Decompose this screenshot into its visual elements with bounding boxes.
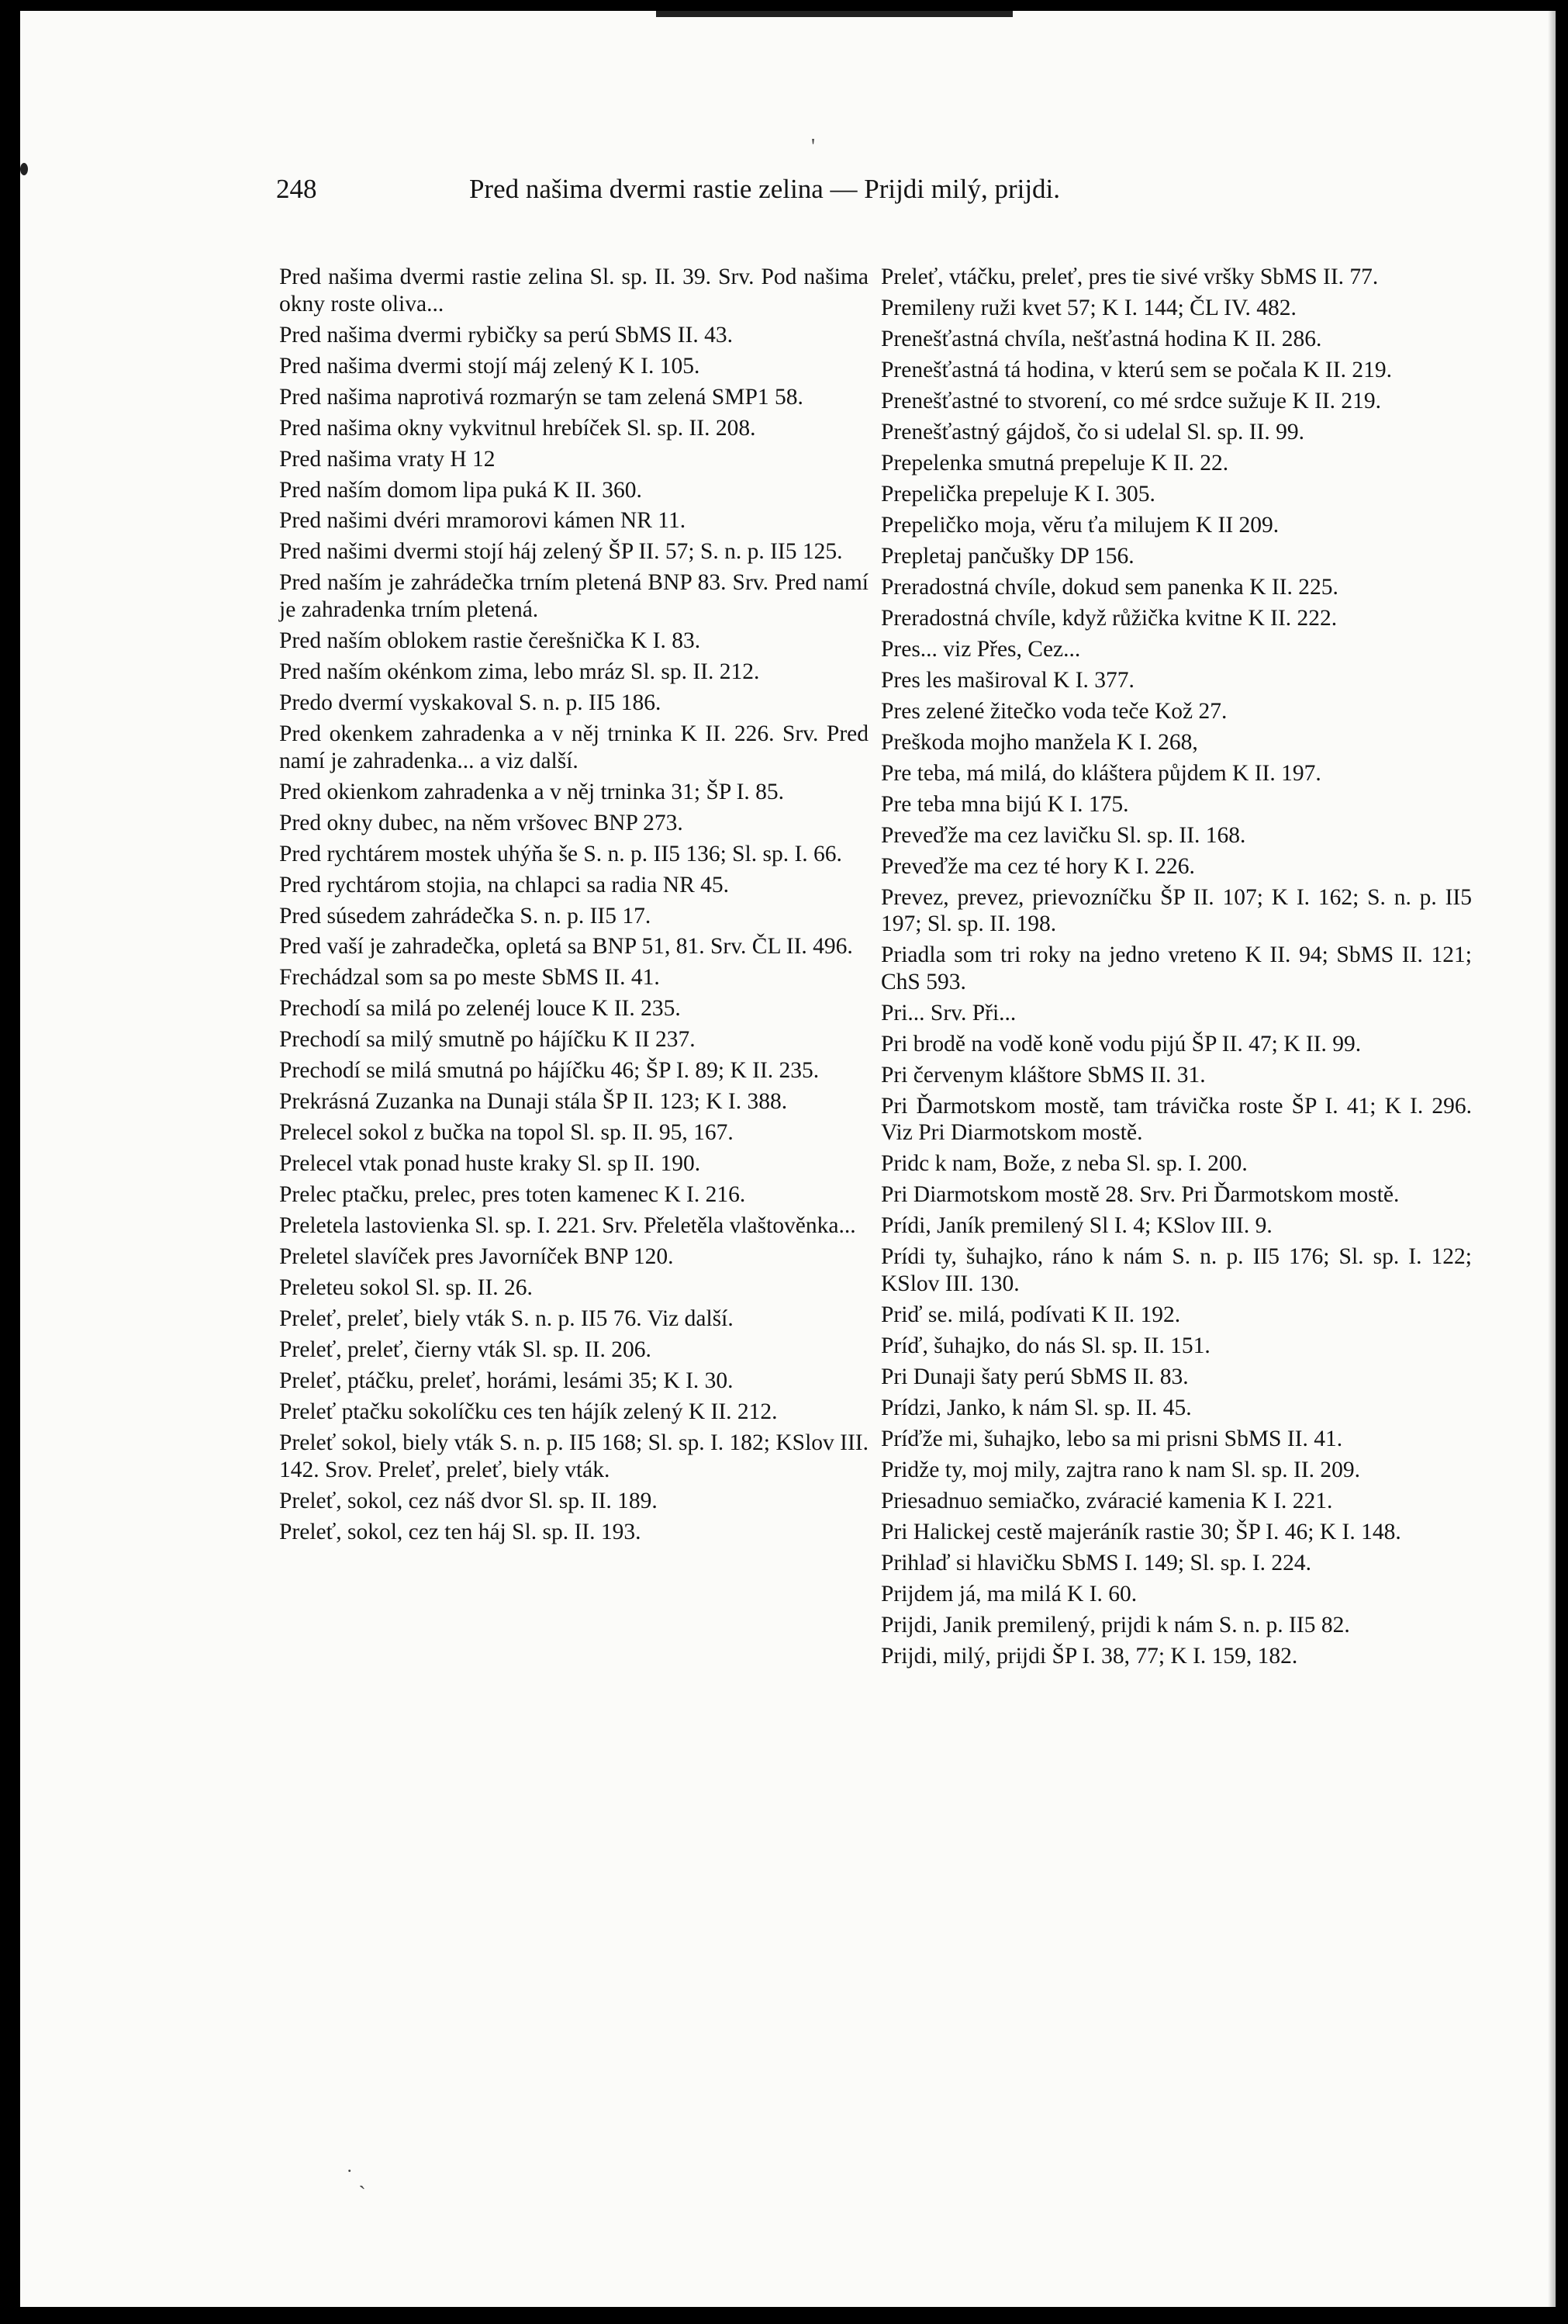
index-entry: Prijdi, milý, prijdi ŠP I. 38, 77; K I. 159, 182. bbox=[881, 1643, 1298, 1669]
index-entry: Pred našima naprotivá rozmarýn se tam zelená SMP1 58. bbox=[279, 384, 803, 410]
index-entry: Pridc k nam, Bože, z neba Sl. sp. I. 200. bbox=[881, 1151, 1248, 1177]
index-entry: Pred súsedem zahrádečka S. n. p. II5 17. bbox=[279, 903, 651, 929]
index-entry: Pres... viz Přes, Cez... bbox=[881, 636, 1081, 662]
index-entry: Premileny ruži kvet 57; K I. 144; ČL IV. 482. bbox=[881, 295, 1297, 320]
index-entry: Pred okenkem zahradenka a v něj trninka K II. 226. Srv. Pred namí je zahradenka... a viz další. bbox=[279, 721, 869, 773]
index-entry: Pri červenym kláštore SbMS II. 31. bbox=[881, 1062, 1206, 1088]
index-entry: Prijdi, Janik premilený, prijdi k nám S. n. p. II5 82. bbox=[881, 1612, 1350, 1638]
index-entry: Prídi ty, šuhajko, ráno k nám S. n. p. II5 176; Sl. sp. I. 122; KSlov III. 130. bbox=[881, 1244, 1472, 1296]
index-entry: Priď se. milá, podívati K II. 192. bbox=[881, 1302, 1181, 1327]
index-entry: Preleť, preleť, čierny vták Sl. sp. II. 206. bbox=[279, 1337, 651, 1363]
index-entry: Frechádzal som sa po meste SbMS II. 41. bbox=[279, 965, 660, 991]
index-entry: Preleteu sokol Sl. sp. II. 26. bbox=[279, 1275, 533, 1301]
index-entry: Pred naším oblokem rastie čerešnička K I. 83. bbox=[279, 628, 701, 654]
index-entry: Prechodí se milá smutná po hájíčku 46; ŠP I. 89; K II. 235. bbox=[279, 1058, 820, 1084]
scanned-page bbox=[20, 11, 1556, 2307]
index-entry: Preleť, ptáčku, preleť, horámi, lesámi 35; K I. 30. bbox=[279, 1368, 734, 1394]
left-column bbox=[279, 264, 869, 1550]
page-number: 248 bbox=[276, 174, 317, 204]
index-entry: Prenešťastné to stvorení, co mé srdce sužuje K II. 219. bbox=[881, 388, 1382, 413]
index-entry: Pred našimi dvermi stojí háj zelený ŠP II. 57; S. n. p. II5 125. bbox=[279, 539, 843, 565]
index-entry: Prenešťastná tá hodina, v kterú sem se počala K II. 219. bbox=[881, 357, 1392, 382]
index-entry: Prelec ptačku, prelec, pres toten kamenec K I. 216. bbox=[279, 1182, 746, 1208]
index-entry: Prídzi, Janko, k nám Sl. sp. II. 45. bbox=[881, 1395, 1192, 1420]
index-entry: Preveďže ma cez lavičku Sl. sp. II. 168. bbox=[881, 822, 1246, 848]
index-entry: Preleť sokol, biely vták S. n. p. II5 168; Sl. sp. I. 182; KSlov III. 142. Srov. Preleť, preleť, biely vták. bbox=[279, 1430, 869, 1482]
index-entry: Pred našima vraty H 12 bbox=[279, 446, 496, 472]
running-head bbox=[276, 174, 1253, 213]
index-entry: Pridže ty, moj mily, zajtra rano k nam Sl. sp. II. 209. bbox=[881, 1457, 1361, 1482]
index-entry: Preletela lastovienka Sl. sp. I. 221. Srv. Přeletěla vlaštověnka... bbox=[279, 1213, 856, 1239]
index-entry: Prenešťastná chvíla, nešťastná hodina K II. 286. bbox=[881, 326, 1322, 351]
index-entry: Pred vaší je zahradečka, opletá sa BNP 51, 81. Srv. ČL II. 496. bbox=[279, 934, 853, 960]
index-entry: Prijdem já, ma milá K I. 60. bbox=[881, 1581, 1138, 1606]
index-entry: Pred naším domom lipa puká K II. 360. bbox=[279, 477, 642, 503]
stray-mark: ' bbox=[811, 135, 816, 159]
index-entry: Pred našima dvermi rybičky sa perú SbMS II. 43. bbox=[279, 322, 733, 348]
index-entry: Prevez, prevez, prievozníčku ŠP II. 107; K I. 162; S. n. p. II5 197; Sl. sp. II. 198. bbox=[881, 884, 1472, 937]
top-edge-mark bbox=[656, 11, 1013, 17]
index-entry: Prepletaj pančušky DP 156. bbox=[881, 543, 1135, 569]
index-entry: Pred rychtárom stojia, na chlapci sa radia NR 45. bbox=[279, 872, 729, 897]
index-entry: Preškoda mojho manžela K I. 268, bbox=[881, 729, 1198, 755]
index-entry: Príď, šuhajko, do nás Sl. sp. II. 151. bbox=[881, 1333, 1211, 1358]
index-entry: Pres zelené žitečko voda teče Kož 27. bbox=[881, 698, 1228, 724]
index-entry: Prídi, Janík premilený Sl I. 4; KSlov III. 9. bbox=[881, 1213, 1273, 1239]
index-entry: Pri Halickej cestě majeráník rastie 30; ŠP I. 46; K I. 148. bbox=[881, 1519, 1401, 1544]
margin-dot bbox=[20, 163, 28, 175]
index-entry: Priesadnuo semiačko, zváracié kamenia K I. 221. bbox=[881, 1488, 1333, 1513]
index-entry: Preleť ptačku sokolíčku ces ten hájík zelený K II. 212. bbox=[279, 1399, 778, 1425]
index-entry: Prelecel vtak ponad huste kraky Sl. sp II. 190. bbox=[279, 1151, 701, 1177]
index-entry: Pri Ďarmotskom mostě, tam trávička roste ŠP I. 41; K I. 296. Viz Pri Diarmotskom mostě. bbox=[881, 1093, 1472, 1146]
index-entry: Prekrásná Zuzanka na Dunaji stála ŠP II. 123; K I. 388. bbox=[279, 1089, 788, 1115]
index-entry: Preleť, sokol, cez náš dvor Sl. sp. II. 189. bbox=[279, 1488, 658, 1513]
index-entry: Preleť, preleť, biely vták S. n. p. II5 76. Viz další. bbox=[279, 1306, 734, 1332]
index-entry: Pred naším je zahrádečka trním pletená BNP 83. Srv. Pred namí je zahradenka trním pletená. bbox=[279, 570, 869, 623]
index-entry: Preradostná chvíle, když růžička kvitne K II. 222. bbox=[881, 605, 1338, 631]
index-entry: Pred okny dubec, na něm vršovec BNP 273. bbox=[279, 810, 683, 835]
index-entry: Prenešťastný gájdoš, čo si udelal Sl. sp. II. 99. bbox=[881, 419, 1304, 444]
index-entry: Pri brodě na vodě koně vodu pijú ŠP II. 47; K II. 99. bbox=[881, 1031, 1362, 1057]
index-entry: Pred okienkom zahradenka a v něj trninka 31; ŠP I. 85. bbox=[279, 779, 785, 804]
index-entry: Preleť, vtáčku, preleť, pres tie sivé vršky SbMS II. 77. bbox=[881, 265, 1379, 289]
index-entry: Pri Dunaji šaty perú SbMS II. 83. bbox=[881, 1364, 1189, 1389]
stray-mark: ˙ ˎ bbox=[346, 2166, 366, 2190]
header-title: Pred našima dvermi rastie zelina — Prijdi milý, prijdi. bbox=[468, 174, 1061, 204]
index-entry: Prechodí sa milý smutně po hájíčku K II 237. bbox=[279, 1027, 696, 1053]
index-entry: Priadla som tri roky na jedno vreteno K II. 94; SbMS II. 121; ChS 593. bbox=[881, 942, 1472, 994]
index-entry: Pre teba, má milá, do kláštera půjdem K II. 197. bbox=[881, 760, 1321, 786]
index-entry: Prepeličko moja, věru ťa milujem K II 209. bbox=[881, 512, 1280, 538]
right-column bbox=[881, 264, 1472, 1674]
index-entry: Preleť, sokol, cez ten háj Sl. sp. II. 193. bbox=[279, 1519, 641, 1544]
index-entry: Preletel slavíček pres Javorníček BNP 120. bbox=[279, 1244, 674, 1270]
index-entry: Preveďže ma cez té hory K I. 226. bbox=[881, 853, 1195, 879]
index-entry: Pred naším okénkom zima, lebo mráz Sl. sp. II. 212. bbox=[279, 659, 760, 685]
index-entry: Pres les maširoval K I. 377. bbox=[881, 667, 1135, 693]
index-entry: Predo dvermí vyskakoval S. n. p. II5 186. bbox=[279, 690, 661, 715]
index-entry: Pri Diarmotskom mostě 28. Srv. Pri Ďarmotskom mostě. bbox=[881, 1182, 1400, 1208]
index-entry: Príďže mi, šuhajko, lebo sa mi prisni SbMS II. 41. bbox=[881, 1426, 1343, 1451]
index-entry: Prelecel sokol z bučka na topol Sl. sp. II. 95, 167. bbox=[279, 1120, 734, 1146]
index-entry: Preradostná chvíle, dokud sem panenka K II. 225. bbox=[881, 574, 1338, 600]
index-entry: Prechodí sa milá po zelenéj louce K II. 235. bbox=[279, 996, 681, 1022]
index-entry: Pred našima okny vykvitnul hrebíček Sl. sp. II. 208. bbox=[279, 415, 756, 441]
index-entry: Pred našimi dvéri mramorovi kámen NR 11. bbox=[279, 508, 686, 534]
index-entry: Prepelička prepeluje K I. 305. bbox=[881, 481, 1155, 507]
index-entry: Pred našima dvermi rastie zelina Sl. sp. II. 39. Srv. Pod našima okny roste oliva... bbox=[279, 265, 869, 316]
index-entry: Pred rychtárem mostek uhýňa še S. n. p. II5 136; Sl. sp. I. 66. bbox=[279, 841, 842, 866]
index-entry: Pri... Srv. Při... bbox=[881, 1000, 1017, 1025]
index-entry: Pre teba mna bijú K I. 175. bbox=[881, 791, 1129, 817]
index-entry: Prepelenka smutná prepeluje K II. 22. bbox=[881, 450, 1229, 476]
index-entry: Pred našima dvermi stojí máj zelený K I. 105. bbox=[279, 353, 700, 379]
index-entry: Prihlaď si hlavičku SbMS I. 149; Sl. sp. I. 224. bbox=[881, 1550, 1312, 1575]
